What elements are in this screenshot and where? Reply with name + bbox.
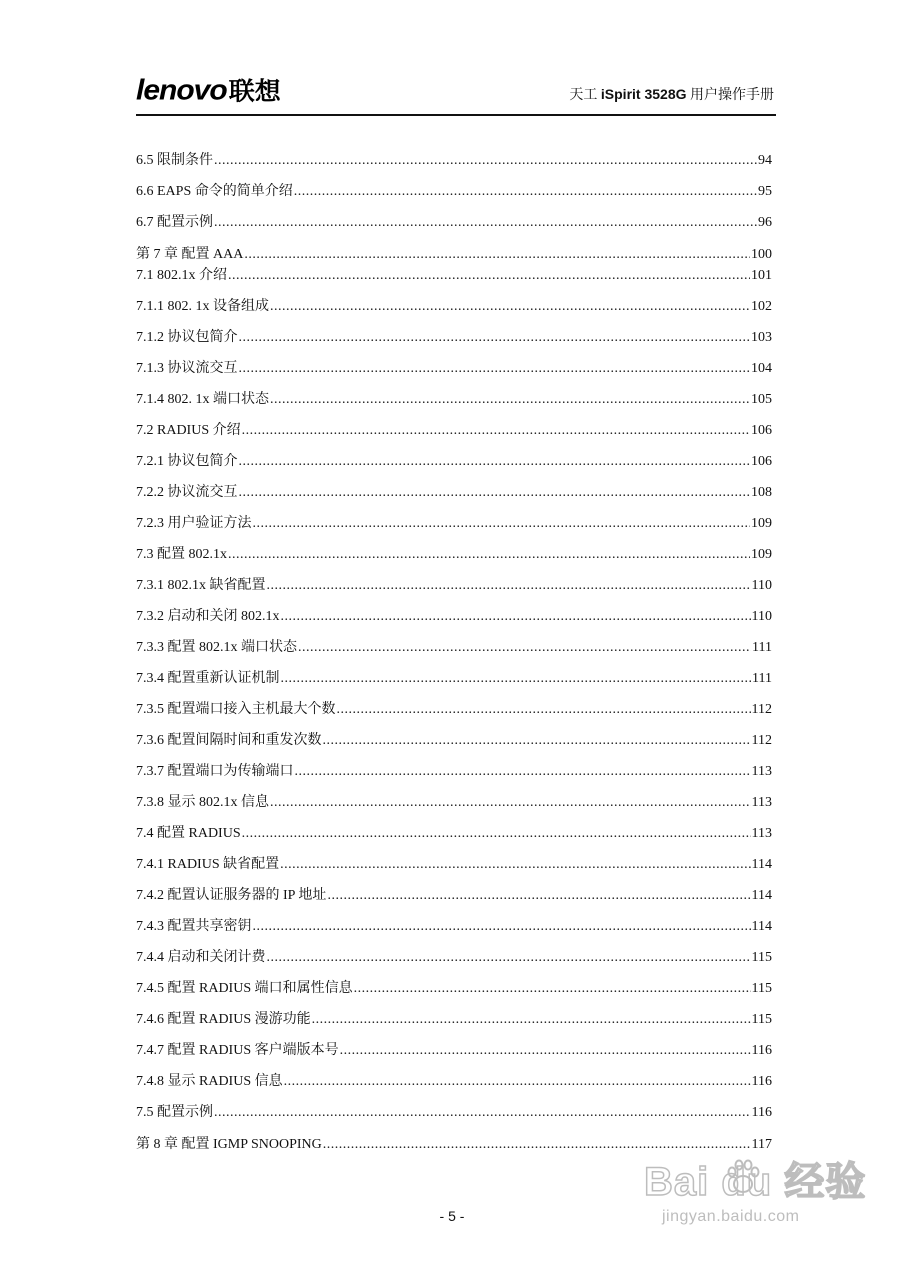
toc-entry[interactable] — [136, 699, 772, 721]
toc-leader-dots — [312, 1009, 751, 1031]
toc-entry-page: 112 — [751, 702, 772, 717]
lenovo-logo — [136, 74, 281, 107]
toc-entry-page: 110 — [751, 609, 772, 624]
toc-leader-dots — [239, 358, 751, 380]
toc-leader-dots — [267, 575, 751, 597]
toc-entry[interactable] — [136, 1009, 772, 1031]
toc-entry-title: 7.5 配置示例 — [136, 1105, 213, 1120]
toc-entry[interactable] — [136, 389, 772, 411]
toc-entry-title: 7.4 配置 RADIUS — [136, 826, 241, 841]
toc-entry-title: 7.1.3 协议流交互 — [136, 361, 238, 376]
toc-entry-page: 114 — [751, 919, 772, 934]
toc-entry[interactable] — [136, 1040, 772, 1062]
toc-entry[interactable] — [136, 1102, 772, 1124]
toc-entry-page: 116 — [751, 1105, 772, 1120]
toc-leader-dots — [242, 823, 751, 845]
toc-entry[interactable] — [136, 212, 772, 234]
toc-entry-title: 7.3.5 配置端口接入主机最大个数 — [136, 702, 336, 717]
toc-entry-page: 100 — [751, 247, 772, 262]
toc-leader-dots — [228, 544, 750, 566]
toc-leader-dots — [239, 482, 751, 504]
toc-leader-dots — [295, 761, 751, 783]
toc-entry-title: 7.4.5 配置 RADIUS 端口和属性信息 — [136, 981, 353, 996]
toc-entry-page: 114 — [751, 888, 772, 903]
toc-leader-dots — [294, 181, 757, 203]
toc-entry-page: 109 — [751, 516, 772, 531]
toc-entry-title: 7.4.6 配置 RADIUS 漫游功能 — [136, 1012, 311, 1027]
logo-text: lenovo — [136, 74, 227, 107]
toc-entry-title: 7.3.2 启动和关闭 802.1x — [136, 609, 280, 624]
toc-entry-page: 115 — [751, 981, 772, 996]
toc-entry[interactable] — [136, 296, 772, 318]
doc-title-suffix: 用户操作手册 — [686, 88, 774, 103]
toc-entry-title: 7.2 RADIUS 介绍 — [136, 423, 241, 438]
toc-entry-page: 95 — [758, 184, 772, 199]
toc-entry-page: 111 — [752, 671, 772, 686]
toc-entry-page: 113 — [751, 764, 772, 779]
paw-icon — [724, 1158, 762, 1196]
toc-entry[interactable] — [136, 451, 772, 473]
toc-entry-title: 7.2.1 协议包简介 — [136, 454, 238, 469]
toc-entry-title: 7.4.8 显示 RADIUS 信息 — [136, 1074, 283, 1089]
toc-entry-title: 7.2.2 协议流交互 — [136, 485, 238, 500]
doc-title-product: iSpirit 3528G — [600, 86, 687, 102]
toc-entry-page: 111 — [752, 640, 772, 655]
toc-entry-page: 115 — [751, 950, 772, 965]
toc-entry-page: 108 — [751, 485, 772, 500]
toc-leader-dots — [253, 513, 751, 535]
toc-leader-dots — [340, 1040, 751, 1062]
toc-entry-page: 103 — [751, 330, 772, 345]
logo-cn: 联想 — [228, 76, 281, 106]
toc-leader-dots — [244, 244, 750, 266]
baidu-jingyan-watermark — [640, 1150, 870, 1250]
toc-entry[interactable] — [136, 1071, 772, 1093]
toc-entry-page: 110 — [751, 578, 772, 593]
toc-entry-title: 7.1.1 802. 1x 设备组成 — [136, 299, 269, 314]
toc-entry-page: 105 — [751, 392, 772, 407]
toc-entry-title: 6.6 EAPS 命令的简单介绍 — [136, 184, 293, 199]
toc-entry[interactable] — [136, 730, 772, 752]
toc-entry-page: 112 — [751, 733, 772, 748]
toc-entry-title: 6.5 限制条件 — [136, 153, 213, 168]
toc-entry-page: 106 — [751, 454, 772, 469]
toc-entry[interactable] — [136, 854, 772, 876]
toc-entry[interactable] — [136, 358, 772, 380]
toc-entry-title: 7.4.4 启动和关闭计费 — [136, 950, 266, 965]
toc-entry[interactable] — [136, 327, 772, 349]
toc-leader-dots — [239, 327, 751, 349]
toc-leader-dots — [214, 1102, 751, 1124]
toc-entry[interactable] — [136, 637, 772, 659]
toc-entry-page: 113 — [751, 795, 772, 810]
toc-entry-title: 7.4.7 配置 RADIUS 客户端版本号 — [136, 1043, 339, 1058]
toc-entry[interactable] — [136, 947, 772, 969]
toc-entry-title: 7.3.7 配置端口为传输端口 — [136, 764, 294, 779]
toc-entry-page: 116 — [751, 1074, 772, 1089]
toc-leader-dots — [239, 451, 751, 473]
toc-leader-dots — [337, 699, 751, 721]
toc-entry[interactable] — [136, 181, 772, 203]
watermark-url: jingyan.baidu.com — [662, 1208, 800, 1225]
toc-entry-page: 109 — [751, 547, 772, 562]
toc-entry-page: 116 — [751, 1043, 772, 1058]
toc-entry-title: 7.1.2 协议包简介 — [136, 330, 238, 345]
toc-entry-title: 7.2.3 用户验证方法 — [136, 516, 252, 531]
toc-leader-dots — [253, 916, 751, 938]
toc-entry-page: 113 — [751, 826, 772, 841]
toc-leader-dots — [298, 637, 751, 659]
toc-entry-title: 7.3 配置 802.1x — [136, 547, 227, 562]
toc-entry-page: 101 — [751, 268, 772, 283]
toc-entry[interactable] — [136, 823, 772, 845]
toc-entry[interactable] — [136, 244, 772, 266]
toc-entry-title: 7.3.4 配置重新认证机制 — [136, 671, 280, 686]
toc-entry[interactable] — [136, 150, 772, 172]
toc-entry-title: 6.7 配置示例 — [136, 215, 213, 230]
toc-entry-page: 96 — [758, 215, 772, 230]
toc-entry[interactable] — [136, 792, 772, 814]
toc-entry-page: 106 — [751, 423, 772, 438]
toc-leader-dots — [270, 296, 750, 318]
document-title — [569, 84, 774, 106]
toc-entry-title: 7.4.1 RADIUS 缺省配置 — [136, 857, 280, 872]
toc-entry-page: 94 — [758, 153, 772, 168]
toc-entry[interactable] — [136, 544, 772, 566]
toc-entry-title: 7.3.6 配置间隔时间和重发次数 — [136, 733, 322, 748]
toc-entry-title: 第 8 章 配置 IGMP SNOOPING — [136, 1137, 322, 1152]
toc-entry-title: 7.4.2 配置认证服务器的 IP 地址 — [136, 888, 327, 903]
toc-leader-dots — [354, 978, 751, 1000]
toc-entry-title: 7.1.4 802. 1x 端口状态 — [136, 392, 269, 407]
toc-entry[interactable] — [136, 606, 772, 628]
doc-title-prefix: 天工 — [569, 88, 601, 103]
toc-entry-page: 114 — [751, 857, 772, 872]
toc-entry[interactable] — [136, 761, 772, 783]
toc-entry[interactable] — [136, 978, 772, 1000]
page-number: - 5 - — [439, 1208, 465, 1224]
toc-entry-title: 7.1 802.1x 介绍 — [136, 268, 227, 283]
toc-entry-page: 115 — [751, 1012, 772, 1027]
toc-entry-title: 7.3.1 802.1x 缺省配置 — [136, 578, 266, 593]
toc-entry[interactable] — [136, 885, 772, 907]
toc-leader-dots — [270, 389, 750, 411]
toc-entry[interactable] — [136, 265, 772, 287]
toc-entry-page: 104 — [751, 361, 772, 376]
toc-entry[interactable] — [136, 575, 772, 597]
toc-entry-title: 7.3.3 配置 802.1x 端口状态 — [136, 640, 297, 655]
toc-leader-dots — [281, 606, 751, 628]
watermark-main: Bai du 经验 — [644, 1160, 867, 1204]
toc-entry-title: 第 7 章 配置 AAA — [136, 247, 244, 262]
toc-entry-title: 7.4.3 配置共享密钥 — [136, 919, 252, 934]
toc-entry[interactable] — [136, 916, 772, 938]
toc-entry[interactable] — [136, 420, 772, 442]
toc-leader-dots — [267, 947, 751, 969]
toc-leader-dots — [323, 730, 751, 752]
page-header — [136, 70, 776, 116]
toc-entry[interactable] — [136, 513, 772, 535]
toc-leader-dots — [214, 212, 757, 234]
toc-entry-page: 117 — [751, 1137, 772, 1152]
toc-leader-dots — [270, 792, 751, 814]
toc-leader-dots — [280, 854, 750, 876]
toc-leader-dots — [214, 150, 757, 172]
toc-entry[interactable] — [136, 482, 772, 504]
toc-leader-dots — [284, 1071, 751, 1093]
toc-entry-page: 102 — [751, 299, 772, 314]
toc-entry[interactable] — [136, 668, 772, 690]
toc-leader-dots — [242, 420, 750, 442]
toc-leader-dots — [228, 265, 750, 287]
toc-entry-title: 7.3.8 显示 802.1x 信息 — [136, 795, 269, 810]
toc-leader-dots — [327, 885, 750, 907]
toc-leader-dots — [281, 668, 752, 690]
